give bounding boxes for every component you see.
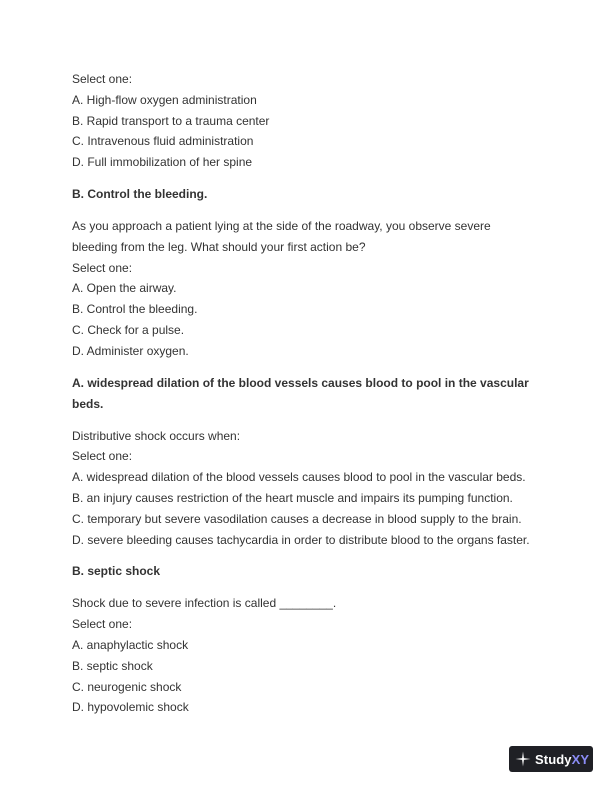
select-prompt: Select one: xyxy=(72,617,133,632)
question-block xyxy=(72,216,542,362)
select-prompt: Select one: xyxy=(72,260,133,275)
question-text: As you approach a patient lying at the side of the roadway, you observe severe xyxy=(72,218,491,233)
question-text: Distributive shock occurs when: xyxy=(72,428,241,443)
question-block xyxy=(72,426,542,551)
answer-heading-line: A. widespread dilation of the blood vessels causes blood to pool in the vascular xyxy=(72,375,529,390)
option-d: D. Full immobilization of her spine xyxy=(72,155,253,170)
brand-name xyxy=(535,752,589,767)
plus-sparkle-icon xyxy=(515,751,531,767)
option-d: D. hypovolemic shock xyxy=(72,700,189,715)
question-block xyxy=(72,69,542,173)
answer-heading: B. septic shock xyxy=(72,564,161,579)
option-c: C. temporary but severe vasodilation causes a decrease in blood supply to the brain. xyxy=(72,511,522,526)
option-a: A. anaphylactic shock xyxy=(72,637,189,652)
document-body xyxy=(72,69,542,718)
option-d: D. severe bleeding causes tachycardia in order to distribute blood to the organs faster. xyxy=(72,532,530,547)
question-block xyxy=(72,593,542,718)
option-b: B. an injury causes restriction of the heart muscle and impairs its pumping function. xyxy=(72,490,513,505)
option-c: C. neurogenic shock xyxy=(72,679,182,694)
option-c: C. Intravenous fluid administration xyxy=(72,134,254,149)
select-prompt: Select one: xyxy=(72,72,133,86)
brand-main: Study xyxy=(535,751,572,767)
option-b: B. Rapid transport to a trauma center xyxy=(72,113,270,128)
studyxy-badge[interactable] xyxy=(509,746,593,772)
option-d: D. Administer oxygen. xyxy=(72,343,189,358)
question-text: Shock due to severe infection is called ________. xyxy=(72,596,337,611)
answer-heading-line: beds. xyxy=(72,396,104,411)
option-b: B. Control the bleeding. xyxy=(72,302,198,317)
option-b: B. septic shock xyxy=(72,658,153,673)
answer-heading xyxy=(72,373,542,415)
option-c: C. Check for a pulse. xyxy=(72,322,185,337)
question-text: bleeding from the leg. What should your first action be? xyxy=(72,239,366,254)
option-a: A. Open the airway. xyxy=(72,281,177,296)
option-a: A. widespread dilation of the blood vessels causes blood to pool in the vascular beds. xyxy=(72,470,526,485)
answer-heading: B. Control the bleeding. xyxy=(72,186,208,201)
brand-accent: XY xyxy=(571,751,590,767)
option-a: A. High-flow oxygen administration xyxy=(72,92,257,107)
select-prompt: Select one: xyxy=(72,449,133,464)
